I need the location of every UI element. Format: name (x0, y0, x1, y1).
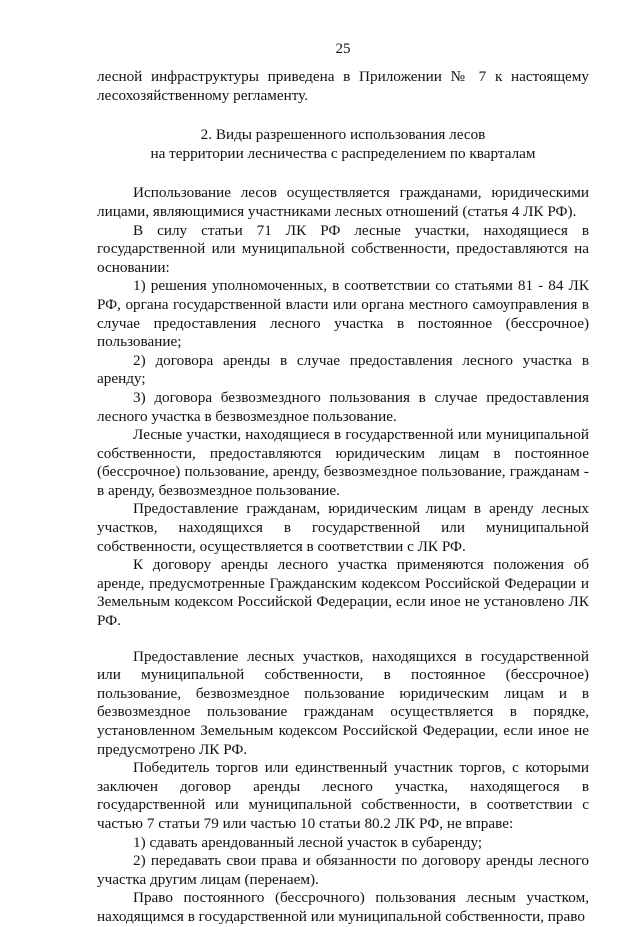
section-heading-line-2: на территории лесничества с распределением по кварталам (150, 144, 536, 162)
section-heading-line-1: 2. Виды разрешенного использования лесов (200, 126, 486, 144)
list-item: 2) передавать свои права и обязанности по договору аренды лесного участка другим лицам (перенаем). (97, 852, 589, 888)
list-item: 3) договора безвозмездного пользования в случае предоставления лесного участка в безвозмездное пользование. (97, 388, 589, 425)
paragraph: Предоставление гражданам, юридическим лицам в аренду лесных участков, находящихся в государственной или муниципальной собственности, осуществляется в соответствии с ЛК РФ. (97, 500, 589, 555)
paragraph: Лесные участки, находящиеся в государственной или муниципальной собственности, предоставляются юридическим лицам в постоянное (бессрочное) пользование, аренду, безвозмездное пользование, гражданам - в аренду, безвозмездное пользование. (97, 426, 589, 499)
page-number: 25 (335, 41, 351, 57)
paragraph: Право постоянного (бессрочного) пользования лесным участком, находящимся в государственной или муниципальной собственности, право (97, 889, 589, 925)
paragraph: Использование лесов осуществляется гражданами, юридическими лицами, являющимися участниками лесных отношений (статья 4 ЛК РФ). (97, 184, 589, 220)
paragraph-intro: лесной инфраструктуры приведена в Приложении № 7 к настоящему лесохозяйственному регламенту. (97, 68, 589, 104)
list-item: 2) договора аренды в случае предоставления лесного участка в аренду; (97, 351, 589, 388)
paragraph: Предоставление лесных участков, находящихся в государственной или муниципальной собственности, в постоянное (бессрочное) пользование, безвозмездное пользование юридическим лицам и в безвозмездное пользование гражданам осуществляется в порядке, установленном Земельным кодексом Российской Федерации, если иное не предусмотрено ЛК РФ. (97, 647, 589, 758)
list-item: 1) сдавать арендованный лесной участок в субаренду; (133, 833, 483, 851)
paragraph: Победитель торгов или единственный участник торгов, с которыми заключен договор аренды лесного участка, находящегося в государственной или муниципальной собственности, в соответствии с частью 7 статьи 79 или частью 10 статьи 80.2 ЛК РФ, не вправе: (97, 759, 589, 832)
paragraph-gap (97, 631, 589, 648)
document-page (97, 40, 589, 927)
paragraph: К договору аренды лесного участка применяются положения об аренде, предусмотренные Гражданским кодексом Российской Федерации и Земельным кодексом Российской Федерации, если иное не установлено ЛК РФ. (97, 556, 589, 630)
paragraph: В силу статьи 71 ЛК РФ лесные участки, находящиеся в государственной или муниципальной собственности, предоставляются на основании: (97, 221, 589, 276)
list-item: 1) решения уполномоченных, в соответствии со статьями 81 - 84 ЛК РФ, органа государственной власти или органа местного самоуправления в случае предоставления лесного участка в постоянное (бессрочное) пользование; (97, 277, 589, 351)
section-heading (97, 126, 589, 163)
